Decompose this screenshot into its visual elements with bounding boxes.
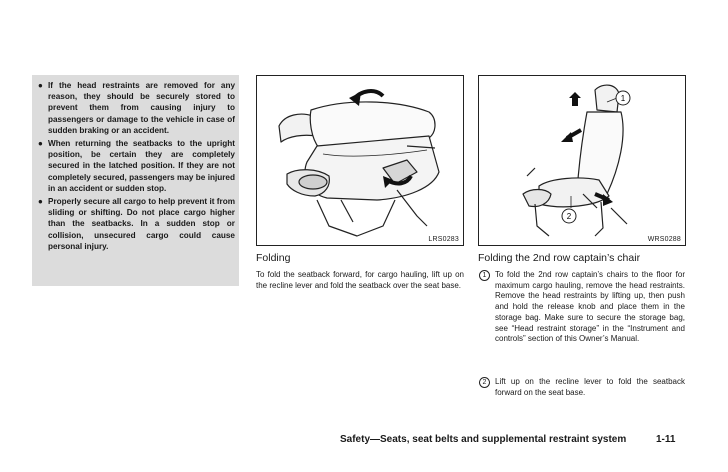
folding-seat-illustration bbox=[257, 76, 463, 245]
step-number: 1 bbox=[479, 270, 490, 281]
warning-box bbox=[32, 75, 239, 286]
bullet: ● bbox=[38, 81, 43, 90]
step-item bbox=[482, 377, 685, 398]
step-text: Lift up on the recline lever to fold the seatback forward on the seat base. bbox=[495, 377, 685, 397]
warning-text: When returning the seatbacks to the upright position, be certain they are completely secured in the latched position. If they are not completely secured, passengers may be injured in an accident or sudden stop. bbox=[48, 139, 235, 193]
callout-2: 2 bbox=[566, 212, 572, 221]
footer-section-title: Safety—Seats, seat belts and supplemental restraint system bbox=[340, 434, 627, 445]
warning-item bbox=[38, 138, 235, 194]
page-number: 1-11 bbox=[656, 434, 676, 445]
warning-item bbox=[38, 80, 235, 136]
callout-1: 1 bbox=[620, 94, 626, 103]
step-number: 2 bbox=[479, 377, 490, 388]
bullet: ● bbox=[38, 139, 43, 149]
figure-id: WRS0288 bbox=[647, 236, 681, 243]
figure-captains-chair bbox=[478, 75, 686, 246]
folding-text: To fold the seatback forward, for cargo hauling, lift up on the recline lever and fold the seatback over the seat base. bbox=[256, 270, 464, 290]
figure-id: LRS0283 bbox=[428, 236, 459, 243]
step-item bbox=[482, 270, 685, 345]
warning-text: If the head restraints are removed for any reason, they should be securely stored to prevent them from causing injury to passengers or damage to the vehicle in case of sudden braking or an accident. bbox=[48, 81, 235, 135]
captains-chair-illustration bbox=[479, 76, 685, 245]
section-heading-captains-chair: Folding the 2nd row captain’s chair bbox=[478, 252, 641, 264]
figure-folding-seat bbox=[256, 75, 464, 246]
warning-item bbox=[38, 196, 235, 252]
bullet: ● bbox=[38, 197, 43, 207]
warning-text: Properly secure all cargo to help prevent it from sliding or shifting. Do not place cargo higher than the seatbacks. In a sudden stop or collision, unsecured cargo could cause personal injury. bbox=[48, 197, 235, 251]
section-heading-folding: Folding bbox=[256, 252, 291, 264]
step-text: To fold the 2nd row captain’s chairs to the floor for maximum cargo hauling, remove the head restraints. Remove the head restraints by lifting up, then push and hold the release knob and place them in the storage bag. Make sure to secure the storage bag, see “Head restraint storage” in the “Instrument and controls” section of this Owner’s Manual. bbox=[495, 270, 685, 344]
